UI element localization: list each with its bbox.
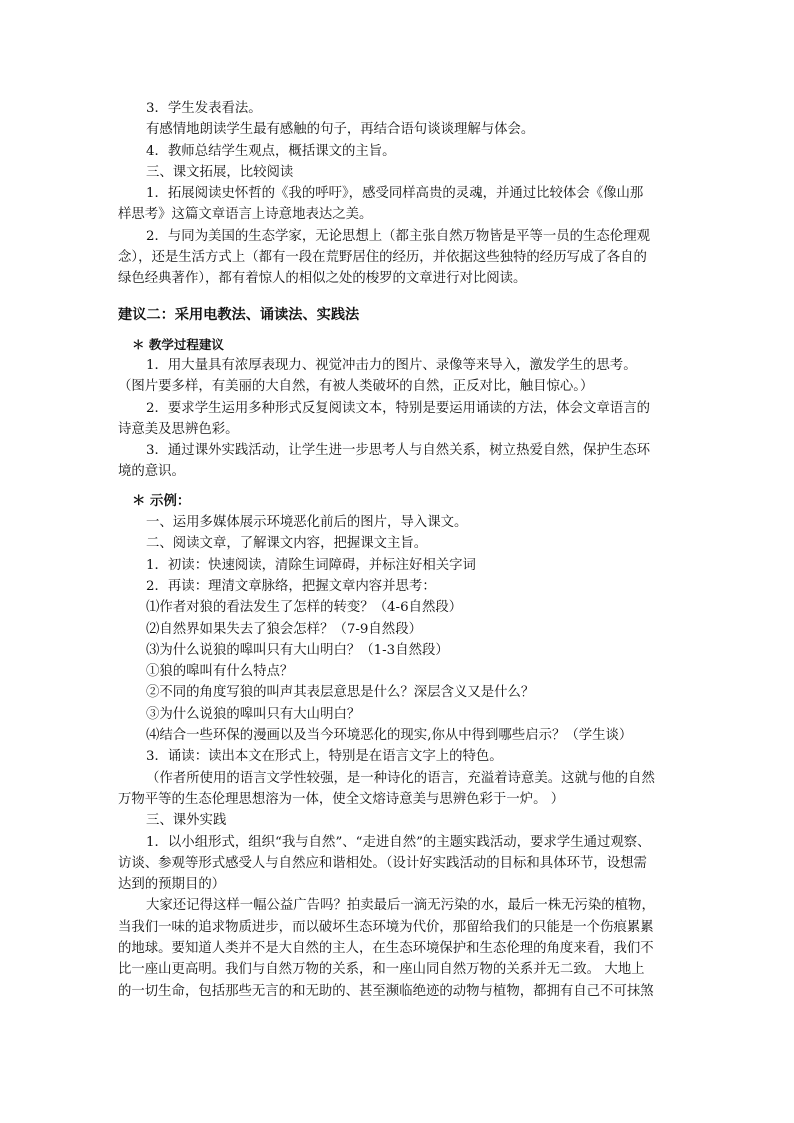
paragraph-closing: 大家还记得这样一幅公益广告吗？拍卖最后一滴无污染的水，最后一株无污染的植物，当我们一味的追求物质进步，而以破坏生态环境为代价，那留给我们的只能是一个伤痕累累的地球。要知道人类并不是大自然的主人，在生态环境保护和生态伦理的角度来看，我们不比一座山更高明。我们与自然万物的关系，和一座山同自然万物的关系并无二致。 大地上的一切生命，包括那些无言的和无助的、甚至濒临绝迹的动物与植物，都拥有自己不可抹煞 xyxy=(118,898,655,999)
paragraph-step-4: 4．教师总结学生观点，概括课文的主旨。 xyxy=(146,143,396,159)
paragraph-process-1: 1．用大量具有浓厚表现力、视觉冲击力的图片、录像等来导入，激发学生的思考。（图片要多样，有美丽的大自然，有被人类破坏的自然，正反对比，触目惊心。） xyxy=(118,357,637,395)
paragraph-extension-2: 2．与同为美国的生态学家，无论思想上（都主张自然万物皆是平等一员的生态伦理观念），还是生活方式上（都有一段在荒野居住的经历，并依据这些独特的经历写成了各自的绿色经典著作），都有着惊人的相似之处的梭罗的文章进行对比阅读。 xyxy=(118,228,650,287)
subtitle-process: ＊ 教学过程建议 xyxy=(132,336,224,352)
section-title-extension: 三、课文拓展，比较阅读 xyxy=(146,164,294,180)
question-item: ①狼的嗥叫有什么特点？ xyxy=(146,664,294,680)
paragraph-extension-1: 1．拓展阅读史怀哲的《我的呼吁》，感受同样高贵的灵魂，并通过比较体会《像山那样思考》这篇文章语言上诗意地表达之美。 xyxy=(118,186,644,223)
paragraph-process-2: 2．要求学生运用多种形式反复阅读文本，特别是要运用诵读的方法，体会文章语言的诗意美及思辨色彩。 xyxy=(118,400,650,437)
section-title-practice: 三、课外实践 xyxy=(146,813,227,829)
question-item: ⑴作者对狼的看法发生了怎样的转变？（4-6自然段） xyxy=(146,600,463,616)
heading-suggestion-two: 建议二：采用电教法、诵读法、实践法 xyxy=(118,306,360,323)
paragraph-example-1: 一、运用多媒体展示环境恶化前后的图片，导入课文。 xyxy=(146,515,468,531)
paragraph-recite-note: （作者所使用的语言文学性较强，是一种诗化的语言，充溢着诗意美。这就与他的自然万物平等的生态伦理思想溶为一体，使全文熔诗意美与思辨色彩于一炉。 ） xyxy=(118,770,655,807)
paragraph-practice-1: 1．以小组形式，组织“我与自然”、“走进自然”的主题实践活动，要求学生通过观察、访谈、参观等形式感受人与自然应和谐相处。（设计好实践活动的目标和具体环节，设想需达到的预期目的） xyxy=(118,834,651,893)
paragraph-read-aloud: 有感情地朗读学生最有感触的句子，再结合语句谈谈理解与体会。 xyxy=(146,122,535,138)
subtitle-example: ＊ 示例： xyxy=(132,492,191,509)
question-item: ⑷结合一些环保的漫画以及当今环境恶化的现实,你从中得到哪些启示？（学生谈） xyxy=(146,728,633,744)
question-item: ③为什么说狼的嗥叫只有大山明白？ xyxy=(146,706,361,722)
paragraph-example-3: 1．初读：快速阅读，清除生词障碍，并标注好相关字词 xyxy=(146,557,476,573)
question-item: ②不同的角度写狼的叫声其表层意思是什么？深层含义又是什么？ xyxy=(146,685,535,701)
paragraph-step-3: 3．学生发表看法。 xyxy=(146,101,262,116)
paragraph-process-3: 3．通过课外实践活动，让学生进一步思考人与自然关系，树立热爱自然，保护生态环境的意识。 xyxy=(118,443,650,480)
paragraph-example-2: 二、阅读文章，了解课文内容，把握课文主旨。 xyxy=(146,536,428,552)
paragraph-example-4: 2．再读：理清文章脉络，把握文章内容并思考： xyxy=(146,578,436,594)
paragraph-recite: 3．诵读：读出本文在形式上，特别是在语言文字上的特色。 xyxy=(146,749,503,765)
question-item: ⑵自然界如果失去了狼会怎样？（7-9自然段） xyxy=(146,621,422,637)
question-item: ⑶为什么说狼的嗥叫只有大山明白？（1-3自然段） xyxy=(146,642,449,658)
document-body xyxy=(118,98,656,1002)
